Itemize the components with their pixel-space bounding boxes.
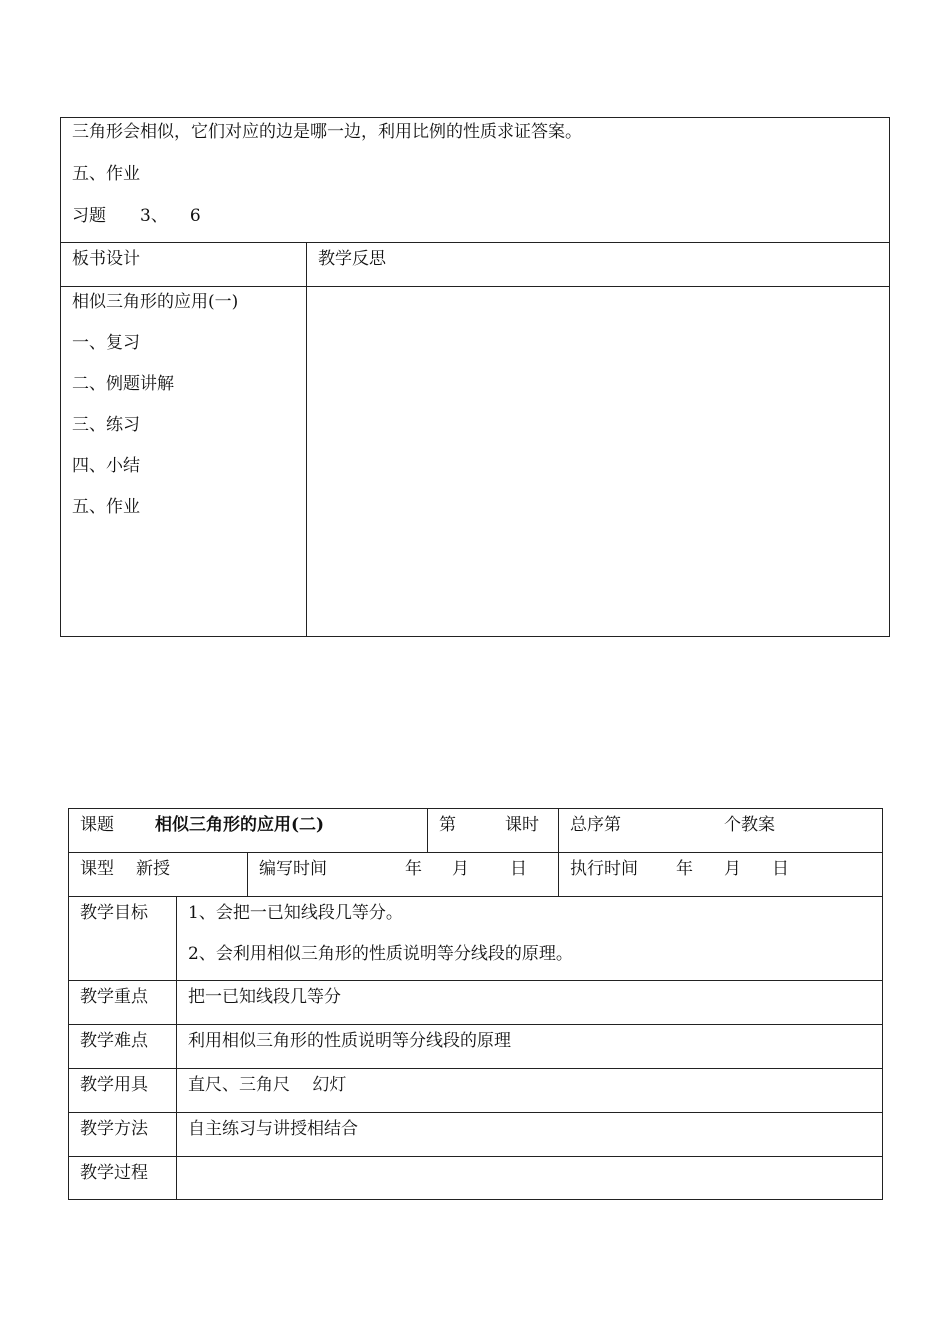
board-item: 三、练习 [72,415,140,435]
lesson-row-divider [68,1112,883,1113]
upper-row-divider [60,286,890,287]
write-time-label: 编写时间 [259,859,327,879]
board-item: 二、例题讲解 [72,374,174,394]
exec-year: 年 [676,859,693,879]
key-point-label: 教学重点 [80,987,148,1007]
lesson-row-divider [68,1068,883,1069]
lesson-row-divider [68,1156,883,1157]
period-label-di: 第 [439,815,456,835]
board-item: 相似三角形的应用(一) [72,292,239,312]
difficulty-label: 教学难点 [80,1031,148,1051]
write-month: 月 [452,859,469,879]
homework-heading: 五、作业 [72,164,140,184]
tools-value: 直尺、三角尺 幻灯 [188,1075,347,1095]
lesson-row-divider [68,1024,883,1025]
exec-time-label: 执行时间 [570,859,638,879]
method-label: 教学方法 [80,1119,148,1139]
upper-col-divider [306,242,307,637]
key-point-value: 把一已知线段几等分 [188,987,341,1007]
method-value: 自主练习与讲授相结合 [188,1119,358,1139]
topic-value: 相似三角形的应用(二) [155,815,325,835]
tools-label: 教学用具 [80,1075,148,1095]
write-day: 日 [510,859,527,879]
lesson-col-divider [176,896,177,1200]
lesson-col-divider [427,808,428,852]
lesson-col-divider [558,808,559,896]
objective-item: 2、会利用相似三角形的性质说明等分线段的原理。 [188,944,573,964]
exec-day: 日 [772,859,789,879]
board-item: 五、作业 [72,497,140,517]
reflection-header: 教学反思 [318,249,386,269]
objective-label: 教学目标 [80,903,148,923]
lesson-col-divider [247,852,248,896]
exercise-label: 习题 [72,206,106,226]
period-label-ks: 课时 [505,815,539,835]
process-label: 教学过程 [80,1163,148,1183]
exercise-number: 3、 [140,206,168,226]
board-design-header: 板书设计 [72,249,140,269]
lesson-row-divider [68,896,883,897]
plan-count-label: 个教案 [724,815,775,835]
board-item: 四、小结 [72,456,140,476]
total-sequence-label: 总序第 [570,815,621,835]
upper-table [60,117,890,637]
exercise-line [72,205,201,227]
lesson-row-divider [68,980,883,981]
exercise-number: 6 [189,206,201,226]
upper-row-divider [60,242,890,243]
difficulty-value: 利用相似三角形的性质说明等分线段的原理 [188,1031,511,1051]
continuation-text: 三角形会相似，它们对应的边是哪一边，利用比例的性质求证答案。 [72,122,582,142]
objective-item: 1、会把一已知线段几等分。 [188,903,403,923]
lesson-row-divider [68,852,883,853]
board-item: 一、复习 [72,333,140,353]
type-value: 新授 [136,859,170,879]
type-label: 课型 [80,859,114,879]
exec-month: 月 [724,859,741,879]
write-year: 年 [405,859,422,879]
topic-label: 课题 [80,815,114,835]
